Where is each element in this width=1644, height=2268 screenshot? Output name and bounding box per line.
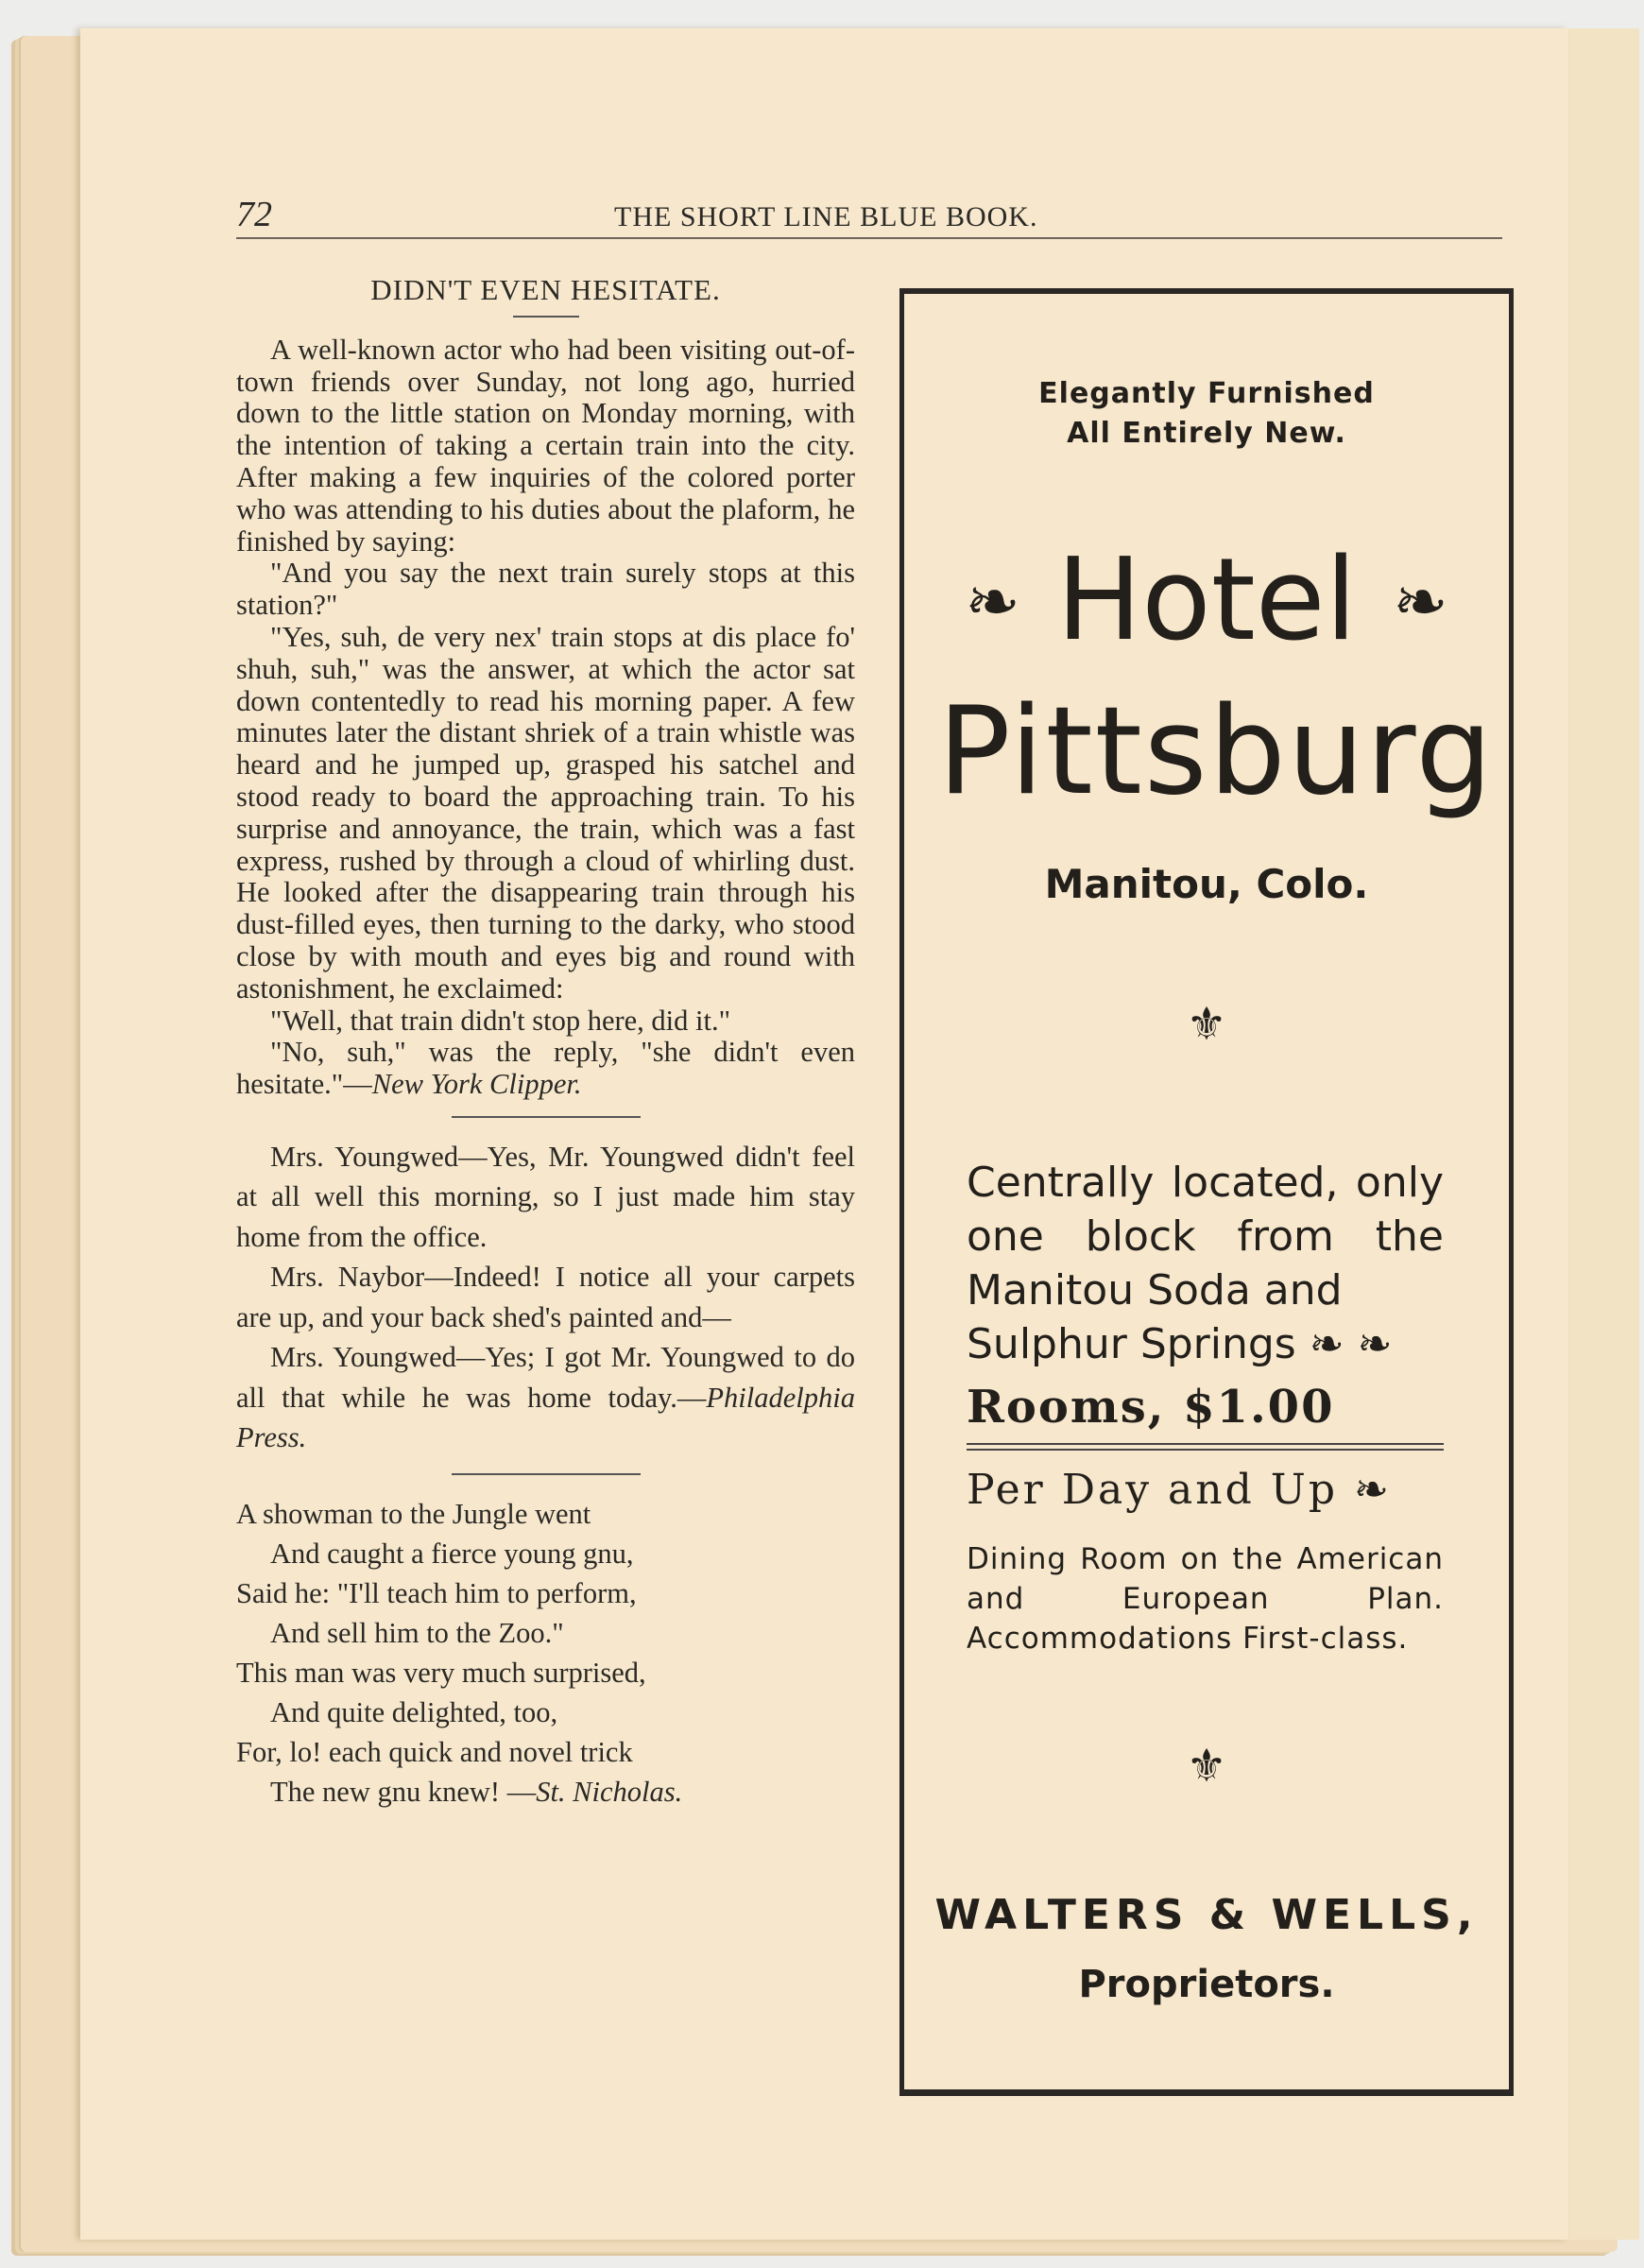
dialog-paragraph-1: Mrs. Youngwed—Yes, Mr. Youngwed didn't feel at all well this morning, so I just made him stay home from the office. (236, 1140, 855, 1253)
ad-body-springs: Sulphur Springs ❧ ❧ (967, 1320, 1393, 1368)
poem-line-3: Said he: "I'll teach him to perform, (236, 1576, 637, 1609)
left-column (236, 274, 855, 1812)
poem-line-7: For, lo! each quick and novel trick (236, 1735, 633, 1768)
story-paragraph-1: A well-known actor who had been visiting out-of-town friends over Sunday, not long ago, hurried down to the little station on Monday morning, with the intention of taking a certain train into the city. After making a few inquiries of the colored porter who was attending to his duties about the plaform, he finished by saying: (236, 333, 855, 558)
ad-per-day: Per Day and Up ❧ (967, 1466, 1392, 1514)
dialog-section (236, 1137, 855, 1458)
ad-hotel-word: Hotel (1056, 535, 1357, 666)
fleur-ornament-icon: ⚜ (1186, 1740, 1227, 1793)
ad-body (967, 1156, 1444, 1371)
ad-hotel-heading (904, 535, 1509, 669)
ad-rooms-price: Rooms, $1.00 (967, 1381, 1335, 1434)
ad-location: Manitou, Colo. (1044, 861, 1369, 907)
hotel-advertisement (899, 288, 1514, 2096)
dialog-source: Philadelphia Press. (236, 1381, 855, 1454)
ad-hotel-name: Pittsburg (937, 681, 1495, 822)
ad-proprietors: WALTERS & WELLS, (934, 1891, 1479, 1939)
story-source: New York Clipper. (371, 1068, 582, 1101)
leaf-ornament-icon: ❧ (1393, 563, 1448, 642)
poem-line-1: A showman to the Jungle went (236, 1497, 591, 1530)
poem (236, 1494, 855, 1812)
poem-line-8 (236, 1772, 855, 1812)
facing-page-edge (1564, 28, 1639, 2240)
story-title: DIDN'T EVEN HESITATE. (370, 273, 721, 306)
ad-body-text: Centrally located, only one block from the Manitou Soda and (967, 1159, 1444, 1314)
dialog-paragraph-3 (236, 1337, 855, 1458)
poem-source: St. Nicholas. (536, 1775, 683, 1808)
poem-last-text: The new gnu knew! — (270, 1775, 537, 1808)
ad-tagline-line-2: All Entirely New. (1067, 417, 1346, 450)
story-paragraph-3: "Yes, suh, de very nex' train stops at dis place fo' shuh, suh," was the answer, at which the actor sat down contentedly to read his morning paper. A few minutes later the distant shriek of a train whistle was heard and he jumped up, grasped his satchel and stood ready to board the approaching train. To his surprise and annoyance, the train, which was a fast express, rushed by through a cloud of whirling dust. He looked after the disappearing train through his dust-filled eyes, then turning to the darky, who stood close by with mouth and eyes big and round with astonishment, he exclaimed: (236, 620, 855, 1005)
ad-double-rule (967, 1443, 1444, 1451)
page-number: 72 (236, 195, 272, 234)
poem-line-5: This man was very much surprised, (236, 1656, 646, 1689)
ad-tagline-line-1: Elegantly Furnished (1038, 377, 1375, 410)
story-paragraph-5 (236, 1037, 855, 1101)
poem-line-6: And quite delighted, too, (270, 1695, 558, 1728)
poem-line-2: And caught a fierce young gnu, (270, 1537, 634, 1570)
ad-dining: Dining Room on the American and European Plan. Accommodations First-class. (967, 1542, 1444, 1656)
section-rule-1 (452, 1116, 641, 1118)
story-paragraph-2: "And you say the next train surely stops at this station?" (236, 557, 855, 622)
story-paragraph-4: "Well, that train didn't stop here, did it." (270, 1004, 731, 1037)
leaf-ornament-icon: ❧ (965, 563, 1020, 642)
poem-line-4: And sell him to the Zoo." (270, 1616, 564, 1649)
story-last-text: "No, suh," was the reply, "she didn't even hesitate."— (236, 1036, 855, 1101)
title-rule (513, 316, 579, 318)
ad-proprietors-label: Proprietors. (1078, 1963, 1335, 2006)
fleur-ornament-icon: ⚜ (1186, 998, 1227, 1051)
running-title: THE SHORT LINE BLUE BOOK. (614, 201, 1038, 232)
page-header (236, 194, 1502, 239)
dialog-last-text: Mrs. Youngwed—Yes; I got Mr. Youngwed to do all that while he was home today.— (236, 1341, 855, 1414)
dialog-paragraph-2: Mrs. Naybor—Indeed! I notice all your carpets are up, and your back shed's painted and— (236, 1261, 855, 1333)
ad-tagline (904, 374, 1509, 454)
section-rule-2 (452, 1473, 641, 1475)
